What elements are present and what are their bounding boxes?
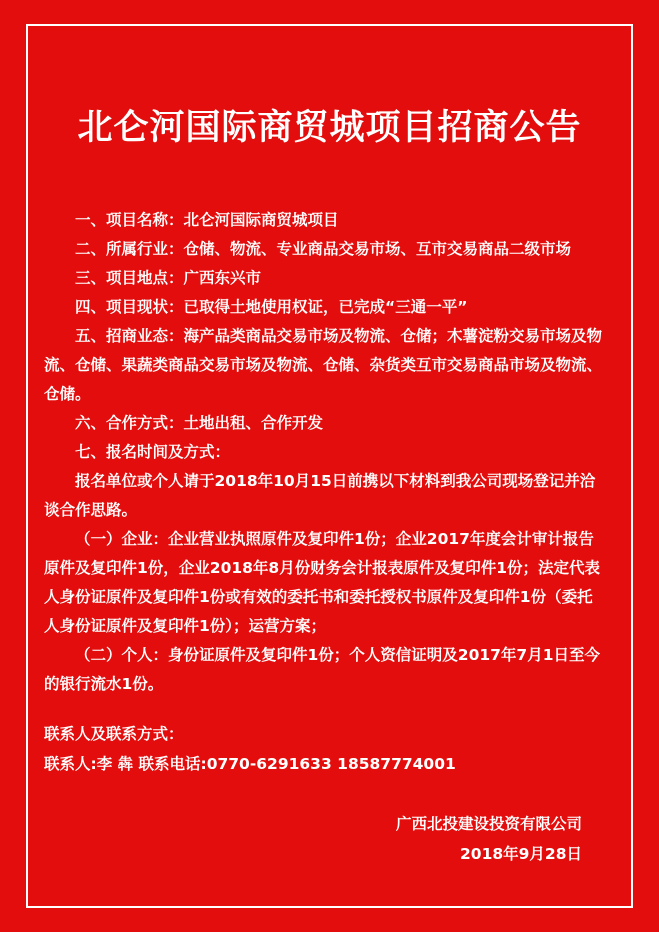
page-title: 北仑河国际商贸城项目招商公告 bbox=[77, 108, 582, 148]
signature-company: 广西北投建设投资有限公司 bbox=[395, 815, 582, 833]
announcement-body bbox=[44, 206, 604, 699]
paragraph-item-7: 七、报名时间及方式： bbox=[75, 443, 231, 461]
paragraph-item-6: 六、合作方式：土地出租、合作开发 bbox=[75, 414, 324, 432]
paragraph-registration-note: 报名单位或个人请于2018年10月15日前携以下材料到我公司现场登记并洽谈合作思路。 bbox=[44, 472, 596, 519]
paragraph-item-4: 四、项目现状：已取得土地使用权证，已完成“三通一平” bbox=[75, 298, 468, 316]
poster-content bbox=[44, 24, 615, 908]
paragraph-item-1: 一、项目名称：北仑河国际商贸城项目 bbox=[75, 211, 339, 229]
paragraph-item-2: 二、所属行业：仓储、物流、专业商品交易市场、互市交易商品二级市场 bbox=[75, 240, 572, 258]
paragraph-item-3: 三、项目地点：广西东兴市 bbox=[75, 269, 262, 287]
paragraph-enterprise-requirements: （一）企业：企业营业执照原件及复印件1份；企业2017年度会计审计报告原件及复印件1份，企业2018年8月份财务会计报表原件及复印件1份；法定代表人身份证原件及复印件1份或有效的委托书和委托授权书原件及复印件1份（委托人身份证原件及复印件1份）；运营方案； bbox=[44, 530, 600, 635]
signature-block bbox=[44, 809, 604, 869]
contact-details: 联系人:李 犇 联系电话:0770-6291633 18587774001 bbox=[44, 755, 456, 773]
contact-heading: 联系人及联系方式： bbox=[44, 725, 184, 743]
signature-date: 2018年9月28日 bbox=[460, 845, 582, 863]
paragraph-item-5: 五、招商业态：海产品类商品交易市场及物流、仓储；木薯淀粉交易市场及物流、仓储、果蔬类商品交易市场及物流、仓储、杂货类互市交易商品市场及物流、仓储。 bbox=[44, 327, 603, 403]
paragraph-individual-requirements: （二）个人：身份证原件及复印件1份；个人资信证明及2017年7月1日至今的银行流水1份。 bbox=[44, 646, 600, 693]
contact-section bbox=[44, 719, 604, 779]
